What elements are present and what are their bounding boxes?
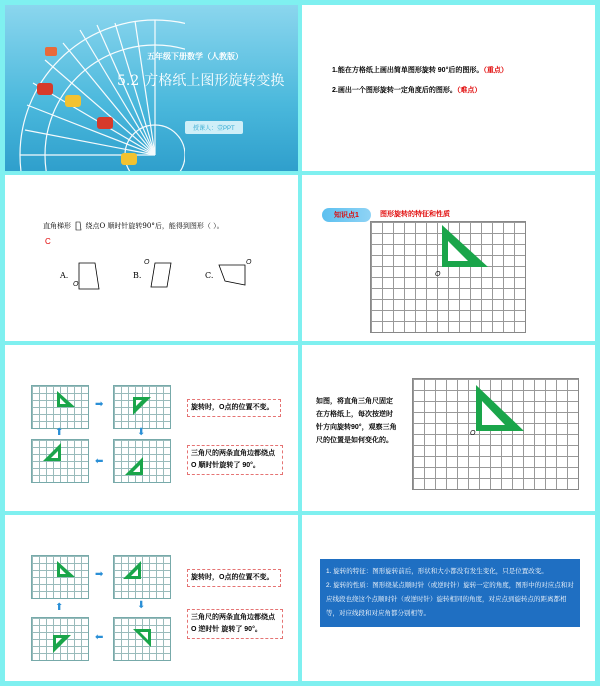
goal-1-text: 1.能在方格纸上画出简单图形旋转 90°后的图形。 <box>332 67 484 74</box>
small-trapezoid-icon <box>73 221 83 231</box>
option-c-label: C. <box>205 271 214 280</box>
option-c-point: O <box>246 259 252 266</box>
triangle-3 <box>41 441 65 463</box>
answer: C <box>45 237 51 246</box>
green-triangle-ruler[interactable] <box>438 221 498 271</box>
arrow-up-icon: ⬆ <box>55 602 64 613</box>
knowledge-badge: 知识点1 <box>322 208 371 222</box>
arrow-right-icon: ➡ <box>95 399 104 410</box>
subtitle: 五年级下册数学（人教版） <box>147 52 243 61</box>
author-badge: 授课人：壹PPT <box>185 121 243 134</box>
triangle-1 <box>55 559 79 579</box>
arrow-down-icon: ⬇ <box>137 427 146 438</box>
description: 如图，将直角三角尺固定在方格纸上，每次按逆时针方向旋转90°，观察三角尺的位置是如何变化的。 <box>316 398 397 444</box>
goal-2-text: 2.画出一个图形旋转一定角度后的图形。 <box>332 87 457 94</box>
section-number: 5.2 <box>117 73 140 89</box>
goal-2 <box>332 85 481 95</box>
option-b-point: O <box>144 259 150 266</box>
summary-box <box>320 559 580 627</box>
arrow-up-icon: ⬆ <box>55 427 64 438</box>
slide-4-knowledge[interactable] <box>302 175 595 341</box>
triangle-1 <box>55 389 79 409</box>
option-b-label: B. <box>133 271 142 280</box>
question-suffix: 绕点O 顺时针旋转90°后，能得到图形（ ）。 <box>85 222 224 230</box>
note-2 <box>187 609 283 639</box>
note-1-text: 旋转时，O点的位置不变。 <box>191 404 274 411</box>
note-2-text: 三角尺的两条直角边都绕点O 逆时针 旋转了 90°。 <box>191 614 275 633</box>
note-2-text: 三角尺的两条直角边都绕点O 顺时针旋转了 90°。 <box>191 450 275 469</box>
slide-3-question[interactable] <box>5 175 298 341</box>
question-prefix: 直角梯形 <box>43 222 71 230</box>
triangle-4 <box>123 455 147 479</box>
triangle-2 <box>131 395 155 419</box>
goal-1 <box>332 65 508 75</box>
triangle-2 <box>121 559 145 581</box>
goal-2-tag: （难点） <box>456 87 482 94</box>
arrow-right-icon: ➡ <box>95 569 104 580</box>
question <box>43 221 224 231</box>
slide-title <box>117 71 292 90</box>
slide-8-summary[interactable] <box>302 515 595 681</box>
arrow-left-icon: ⬅ <box>95 632 104 643</box>
slide-5-clockwise[interactable] <box>5 345 298 511</box>
green-triangle-ruler[interactable] <box>472 381 532 435</box>
summary-2: 2. 旋转的性质：图形绕某点顺时针（或逆时针）旋转一定的角度，图形中的对应点和对应线段也绕这个点顺时针（或逆时针）旋转相同的角度，对应点到旋转点的距离都相等，对应线段和对应角都分别相等。 <box>326 582 574 617</box>
goal-1-tag: （重点） <box>483 67 508 74</box>
knowledge-heading: 图形旋转的特征和性质 <box>380 211 450 218</box>
slide-2-goals[interactable] <box>302 5 595 171</box>
slide-6-ccw[interactable] <box>302 345 595 511</box>
point-o: O <box>470 430 476 437</box>
slide-1-title[interactable] <box>5 5 298 171</box>
arrow-down-icon: ⬇ <box>137 600 146 611</box>
option-b-shape[interactable] <box>145 257 185 291</box>
title-text: 方格纸上图形旋转变换 <box>144 73 285 89</box>
arrow-left-icon: ⬅ <box>95 456 104 467</box>
option-a-label: A. <box>60 271 69 280</box>
note-1 <box>187 399 281 417</box>
option-a-point: O <box>73 281 79 288</box>
point-o: O <box>435 271 441 278</box>
slide-7-counterclockwise[interactable] <box>5 515 298 681</box>
summary-1: 1. 旋转的特征：图形旋转前后，形状和大小都没有发生变化，只是位置改变。 <box>326 568 548 575</box>
note-1-text: 旋转时，O点的位置不变。 <box>191 574 274 581</box>
note-2 <box>187 445 283 475</box>
triangle-3 <box>51 633 75 657</box>
note-1 <box>187 569 281 587</box>
triangle-4 <box>131 627 155 651</box>
